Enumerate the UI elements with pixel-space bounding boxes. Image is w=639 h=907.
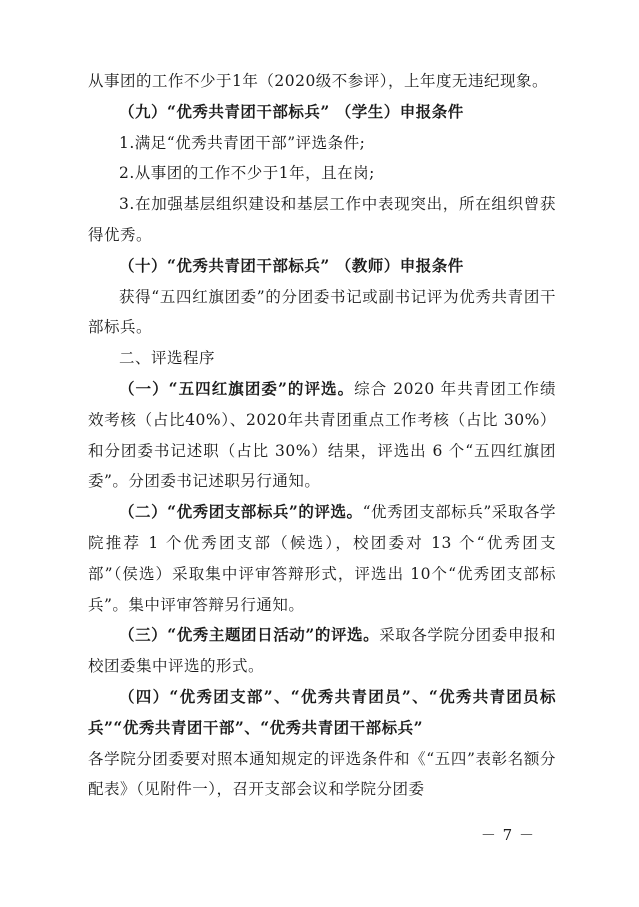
page-number: － 7 － — [480, 826, 535, 844]
list-item — [88, 189, 556, 251]
paragraph — [88, 744, 556, 806]
paragraph-lead: （三）“优秀主题团日活动”的评选。 — [119, 625, 380, 645]
heading-text: （九）“优秀共青团干部标兵” （学生）申报条件 — [119, 101, 464, 121]
heading-text: （十）“优秀共青团干部标兵” （教师）申报条件 — [119, 255, 464, 275]
list-item-text: 2.从事团的工作不少于1年，且在岗; — [119, 164, 375, 183]
paragraph — [88, 282, 556, 344]
paragraph-text: “优秀团支部标兵”采取各学院推荐 1 个优秀团支部（候选），校团委对 13 个“优秀团支部”（侯选）采取集中评审答辩形式，评选出 10个“优秀团支部标兵”。集中评审答辩另行通知。 — [88, 503, 556, 614]
paragraph-text: 综合 2020 年共青团工作绩效考核（占比40%）、2020年共青团重点工作考核（占比 30%）和分团委书记述职（占比 30%）结果，评选出 6 个“五四红旗团委”。分团委书记述职另行通知。 — [88, 379, 556, 491]
paragraph-lead: （二）“优秀团支部标兵”的评选。 — [119, 502, 363, 522]
paragraph-text: 各学院分团委要对照本通知规定的评选条件和《“五四”表彰名额分配表》（见附件一），召开支部会议和学院分团委 — [88, 749, 556, 799]
chapter-heading — [88, 343, 556, 374]
paragraph — [88, 374, 556, 497]
heading-text: 二、评选程序 — [119, 349, 216, 368]
section-heading — [88, 251, 556, 282]
list-item — [88, 158, 556, 189]
paragraph-text: 采取各学院分团委申报和校团委集中评选的形式。 — [88, 626, 556, 676]
heading-text: （四）“优秀团支部”、“优秀共青团员”、“优秀共青团员标兵”“优秀共青团干部”、“优秀共青团干部标兵” — [88, 686, 556, 737]
paragraph — [88, 497, 556, 620]
list-item-text: 3.在加强基层组织建设和基层工作中表现突出，所在组织曾获得优秀。 — [88, 195, 556, 244]
paragraph-text: 获得“五四红旗团委”的分团委书记或副书记评为优秀共青团干部标兵。 — [88, 287, 556, 337]
document-body — [88, 66, 556, 805]
section-heading — [88, 97, 556, 128]
paragraph-text: 从事团的工作不少于1年（2020级不参评），上年度无违纪现象。 — [88, 72, 549, 90]
list-item-text: 1.满足“优秀共青团干部”评选条件; — [119, 133, 366, 152]
paragraph-lead: （一）“五四红旗团委”的评选。 — [119, 378, 355, 398]
list-item — [88, 128, 556, 159]
paragraph — [88, 66, 556, 97]
section-heading — [88, 682, 556, 744]
paragraph — [88, 620, 556, 682]
